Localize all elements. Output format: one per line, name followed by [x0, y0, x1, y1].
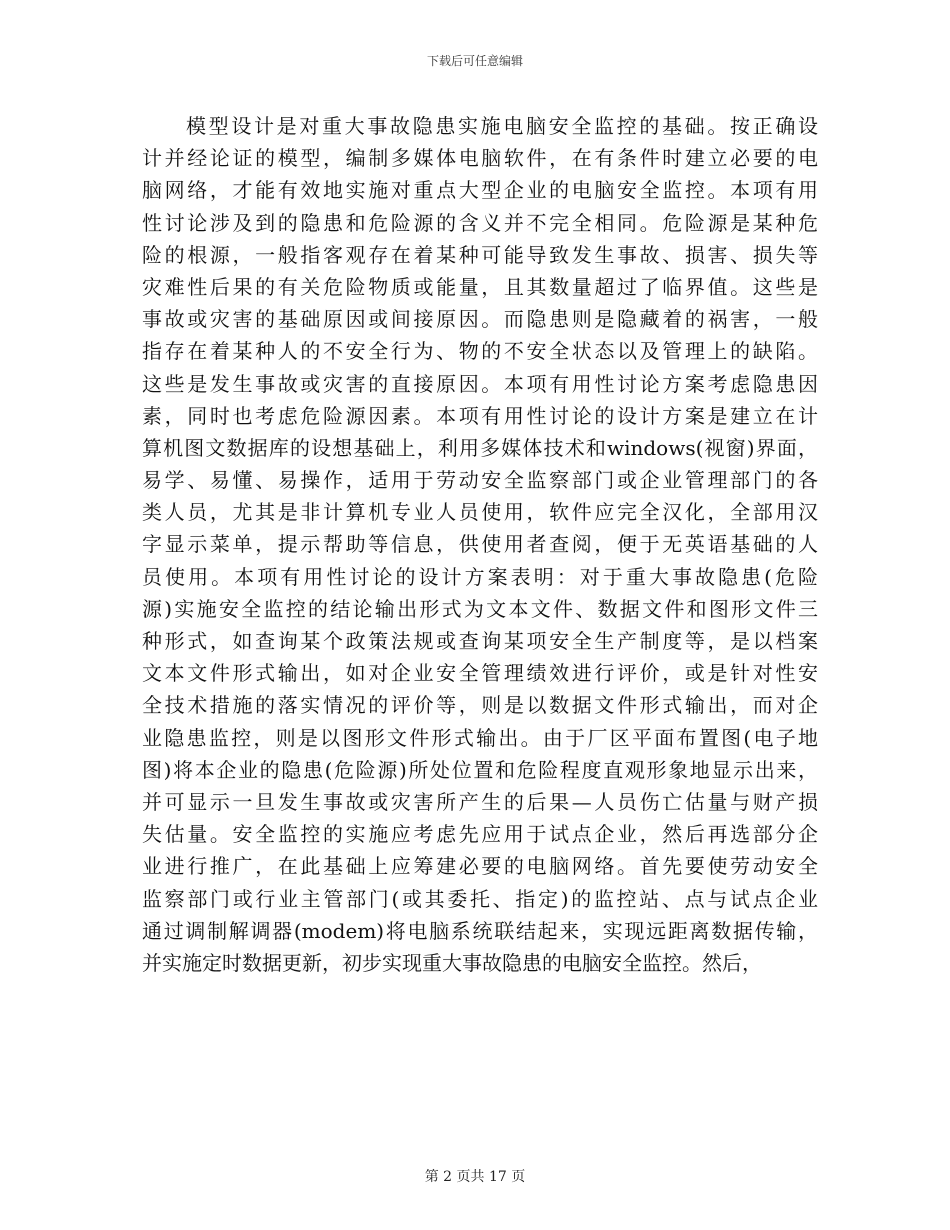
paragraph-line: 性讨论涉及到的隐患和危险源的含义并不完全相同。危险源是某种危	[142, 210, 818, 235]
paragraph-line: 图)将本企业的隐患(危险源)所处位置和危险程度直观形象地显示出来，	[142, 757, 818, 782]
paragraph-line: 事故或灾害的基础原因或间接原因。而隐患则是隐藏着的祸害，一般	[142, 307, 818, 332]
page-header: 下载后可任意编辑	[426, 54, 523, 68]
paragraph-line: 员使用。本项有用性讨论的设计方案表明：对于重大事故隐患(危险	[142, 564, 818, 589]
document-body	[142, 110, 818, 979]
paragraph-line: 险的根源，一般指客观存在着某种可能导致发生事故、损害、损失等	[142, 242, 818, 267]
paragraph-line: 失估量。安全监控的实施应考虑先应用于试点企业，然后再选部分企	[142, 822, 818, 847]
paragraph-line: 这些是发生事故或灾害的直接原因。本项有用性讨论方案考虑隐患因	[142, 371, 818, 396]
paragraph-line: 脑网络，才能有效地实施对重点大型企业的电脑安全监控。本项有用	[142, 178, 818, 203]
paragraph-line: 易学、易懂、易操作，适用于劳动安全监察部门或企业管理部门的各	[142, 468, 818, 493]
paragraph-line: 业进行推广，在此基础上应筹建必要的电脑网络。首先要使劳动安全	[142, 854, 818, 879]
paragraph-line: 并可显示一旦发生事故或灾害所产生的后果—人员伤亡估量与财产损	[142, 789, 818, 814]
paragraph-line: 灾难性后果的有关危险物质或能量，且其数量超过了临界值。这些是	[142, 274, 818, 299]
paragraph-line: 算机图文数据库的设想基础上，利用多媒体技术和windows(视窗)界面，	[142, 435, 818, 460]
paragraph-line: 通过调制解调器(modem)将电脑系统联结起来，实现远距离数据传输，	[142, 918, 818, 943]
paragraph-line: 素，同时也考虑危险源因素。本项有用性讨论的设计方案是建立在计	[142, 403, 818, 428]
paragraph-line: 源)实施安全监控的结论输出形式为文本文件、数据文件和图形文件三	[142, 596, 818, 621]
paragraph-line: 种形式，如查询某个政策法规或查询某项安全生产制度等，是以档案	[142, 629, 818, 653]
paragraph-line: 监察部门或行业主管部门(或其委托、指定)的监控站、点与试点企业	[142, 886, 818, 911]
paragraph-line: 并实施定时数据更新，初步实现重大事故隐患的电脑安全监控。然后，	[142, 950, 762, 975]
paragraph-line: 指存在着某种人的不安全行为、物的不安全状态以及管理上的缺陷。	[142, 339, 818, 364]
paragraph-line: 文本文件形式输出，如对企业安全管理绩效进行评价，或是针对性安	[142, 661, 818, 686]
page-footer: 第 2 页共 17 页	[424, 1169, 526, 1185]
paragraph-line: 全技术措施的落实情况的评价等，则是以数据文件形式输出，而对企	[142, 693, 818, 718]
paragraph-line: 计并经论证的模型，编制多媒体电脑软件，在有条件时建立必要的电	[142, 146, 818, 171]
paragraph-line: 字显示菜单，提示帮助等信息，供使用者查阅，便于无英语基础的人	[142, 532, 818, 557]
paragraph-line: 业隐患监控，则是以图形文件形式输出。由于厂区平面布置图(电子地	[142, 725, 818, 750]
paragraph-line: 模型设计是对重大事故隐患实施电脑安全监控的基础。按正确设	[186, 114, 818, 138]
paragraph-line: 类人员，尤其是非计算机专业人员使用，软件应完全汉化，全部用汉	[142, 500, 818, 525]
